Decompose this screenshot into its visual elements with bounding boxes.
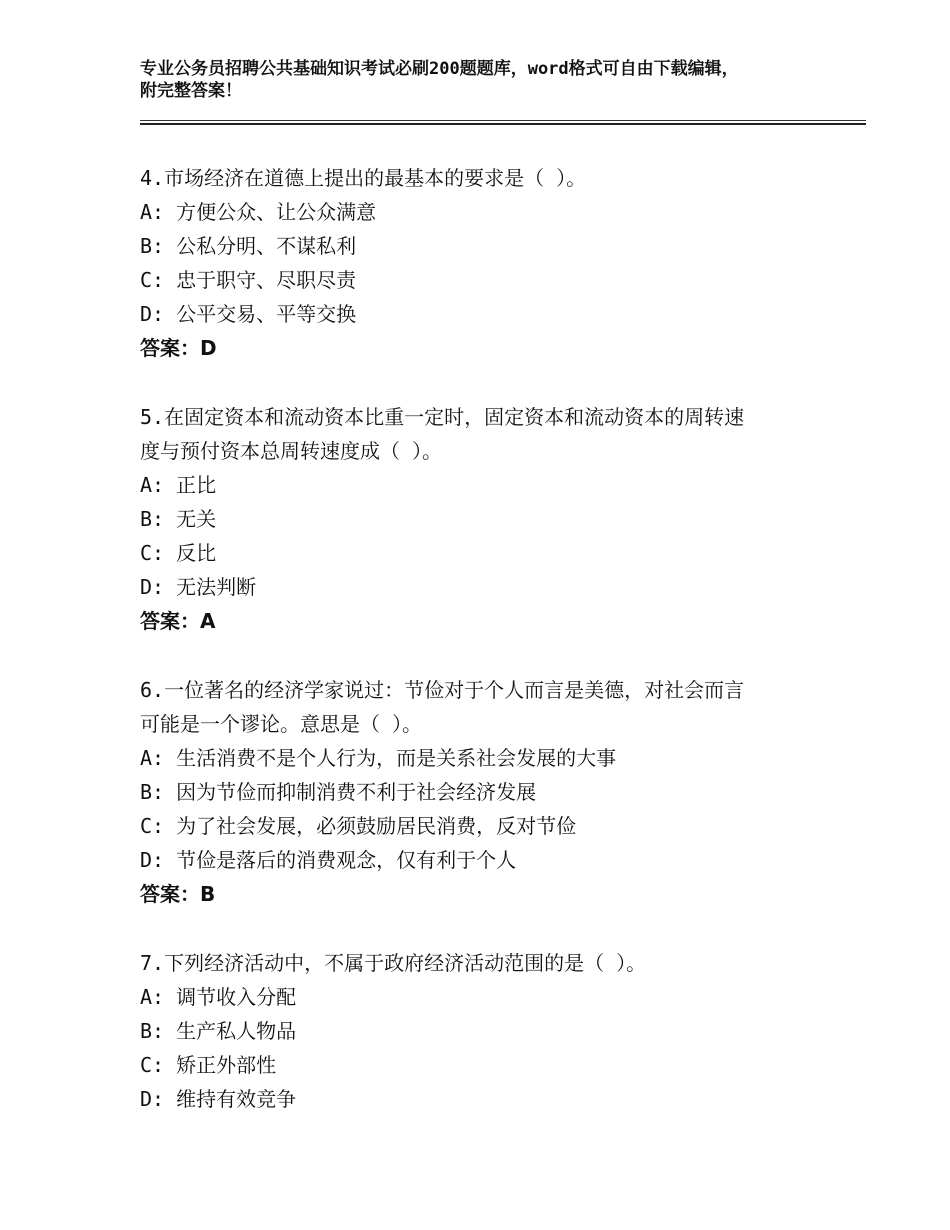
option-d: D: 节俭是落后的消费观念，仅有利于个人 xyxy=(140,848,517,872)
question-stem: 5.在固定资本和流动资本比重一定时，固定资本和流动资本的周转速 xyxy=(140,405,745,429)
option-a: A: 正比 xyxy=(140,473,217,497)
option-c: C: 为了社会发展，必须鼓励居民消费，反对节俭 xyxy=(140,814,577,838)
option-b: B: 公私分明、不谋私利 xyxy=(140,234,357,258)
question-stem-continued: 度与预付资本总周转速度成（ ）。 xyxy=(140,439,443,463)
option-d: D: 公平交易、平等交换 xyxy=(140,302,357,326)
question-stem: 7.下列经济活动中，不属于政府经济活动范围的是（ ）。 xyxy=(140,951,647,975)
question-stem: 4.市场经济在道德上提出的最基本的要求是（ ）。 xyxy=(140,166,587,190)
option-c: C: 忠于职守、尽职尽责 xyxy=(140,268,357,292)
answer: 答案：A xyxy=(140,609,216,633)
header-line-2: 附完整答案！ xyxy=(140,81,242,101)
header-line-1: 专业公务员招聘公共基础知识考试必刷200题题库，word格式可自由下载编辑， xyxy=(140,59,739,79)
option-c: C: 矫正外部性 xyxy=(140,1053,277,1077)
option-d: D: 无法判断 xyxy=(140,575,257,599)
option-d: D: 维持有效竞争 xyxy=(140,1087,297,1111)
option-b: B: 生产私人物品 xyxy=(140,1019,297,1043)
answer: 答案：B xyxy=(140,882,216,906)
question-5 xyxy=(140,400,820,638)
document-header xyxy=(140,58,840,102)
option-b: B: 因为节俭而抑制消费不利于社会经济发展 xyxy=(140,780,537,804)
question-stem-continued: 可能是一个谬论。意思是（ ）。 xyxy=(140,712,423,736)
question-4 xyxy=(140,161,820,365)
option-b: B: 无关 xyxy=(140,507,217,531)
option-a: A: 生活消费不是个人行为，而是关系社会发展的大事 xyxy=(140,746,617,770)
option-c: C: 反比 xyxy=(140,541,217,565)
option-a: A: 方便公众、让公众满意 xyxy=(140,200,377,224)
question-7 xyxy=(140,946,820,1116)
answer: 答案：D xyxy=(140,336,217,360)
question-stem: 6.一位著名的经济学家说过：节俭对于个人而言是美德，对社会而言 xyxy=(140,678,745,702)
header-rule-top xyxy=(140,120,866,121)
option-a: A: 调节收入分配 xyxy=(140,985,297,1009)
header-rule-bottom xyxy=(140,123,866,125)
question-6 xyxy=(140,673,820,911)
